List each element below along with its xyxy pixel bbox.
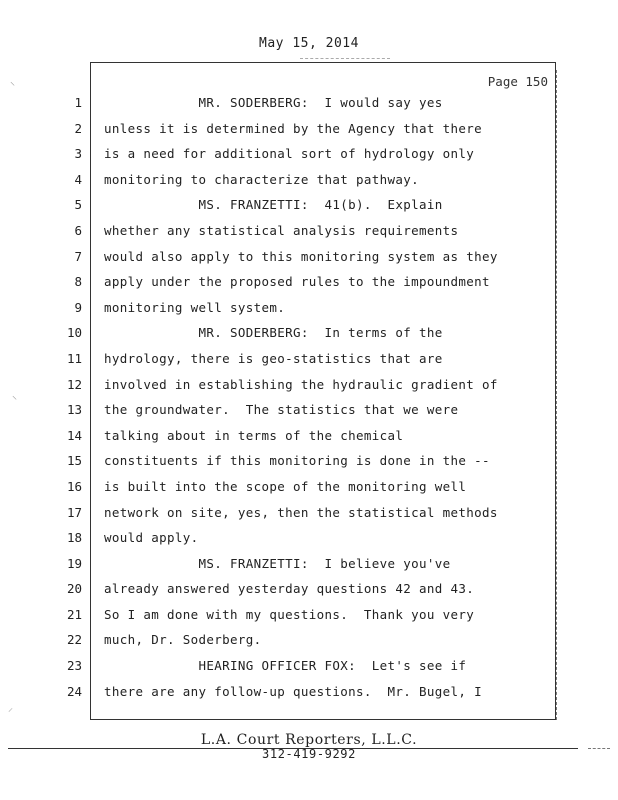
- transcript-line: MR. SODERBERG: I would say yes: [104, 95, 443, 110]
- line-number: 2: [74, 120, 82, 136]
- scan-speck: ⸌: [12, 395, 17, 406]
- line-number: 16: [66, 478, 82, 494]
- line-number: 7: [74, 248, 82, 264]
- page-number: Page 150: [487, 74, 548, 89]
- line-number: 23: [66, 658, 82, 674]
- line-number: 8: [74, 274, 82, 290]
- scan-artifact: [300, 58, 390, 59]
- transcript-line: MS. FRANZETTI: 41(b). Explain: [104, 197, 443, 213]
- transcript-line: monitoring well system.: [104, 299, 286, 315]
- transcript-line: apply under the proposed rules to the impoundment: [104, 274, 490, 290]
- transcript-line: much, Dr. Soderberg.: [104, 632, 262, 648]
- line-number: 15: [66, 453, 82, 469]
- line-number: 18: [66, 530, 82, 546]
- line-number: 11: [66, 350, 82, 366]
- line-number: 20: [66, 581, 82, 597]
- transcript-line: would also apply to this monitoring system as they: [104, 248, 498, 264]
- transcript-line: is built into the scope of the monitoring well: [104, 478, 467, 494]
- transcript-line: is a need for additional sort of hydrology only: [104, 146, 475, 162]
- line-number-column: [40, 94, 82, 708]
- transcript-date: May 15, 2014: [259, 36, 359, 51]
- line-number: 24: [66, 683, 82, 699]
- transcript-line: talking about in terms of the chemical: [104, 427, 404, 443]
- transcript-line: involved in establishing the hydraulic gradient of: [104, 376, 498, 392]
- transcript-line: So I am done with my questions. Thank you very: [104, 606, 475, 622]
- line-number: 10: [66, 325, 82, 341]
- transcript-line: the groundwater. The statistics that we were: [104, 402, 459, 418]
- transcript-line: there are any follow-up questions. Mr. Bugel, I: [104, 683, 483, 699]
- transcript-line: network on site, yes, then the statistical methods: [104, 504, 498, 520]
- court-reporter-phone: 312-419-9292: [262, 747, 356, 761]
- transcript-line: constituents if this monitoring is done in the --: [104, 453, 490, 469]
- line-number: 14: [66, 427, 82, 443]
- line-number: 19: [66, 555, 82, 571]
- line-number: 6: [74, 222, 82, 238]
- transcript-line: unless it is determined by the Agency that there: [104, 120, 483, 136]
- scan-speck: ⸝: [8, 703, 13, 714]
- line-number: 17: [66, 504, 82, 520]
- line-number: 12: [66, 376, 82, 392]
- transcript-line: HEARING OFFICER FOX: Let's see if: [104, 658, 467, 674]
- line-number: 3: [74, 146, 82, 162]
- court-reporter-name: L.A. Court Reporters, L.L.C.: [200, 732, 418, 748]
- line-number: 13: [66, 402, 82, 418]
- scan-speck: ⸌: [10, 81, 15, 92]
- line-number: 1: [74, 95, 82, 110]
- transcript-line: hydrology, there is geo-statistics that are: [104, 350, 443, 366]
- line-number: 4: [74, 171, 82, 187]
- transcript-line: MR. SODERBERG: In terms of the: [104, 325, 443, 341]
- frame-shadow-edge: [556, 70, 559, 720]
- transcript-line: would apply.: [104, 530, 199, 546]
- line-number: 21: [66, 606, 82, 622]
- transcript-line: whether any statistical analysis requirements: [104, 222, 459, 238]
- transcript-line: monitoring to characterize that pathway.: [104, 171, 420, 187]
- transcript-body: [104, 94, 544, 708]
- line-number: 9: [74, 299, 82, 315]
- line-number: 5: [74, 197, 82, 213]
- transcript-line: MS. FRANZETTI: I believe you've: [104, 555, 451, 571]
- line-number: 22: [66, 632, 82, 648]
- transcript-line: already answered yesterday questions 42 and 43.: [104, 581, 475, 597]
